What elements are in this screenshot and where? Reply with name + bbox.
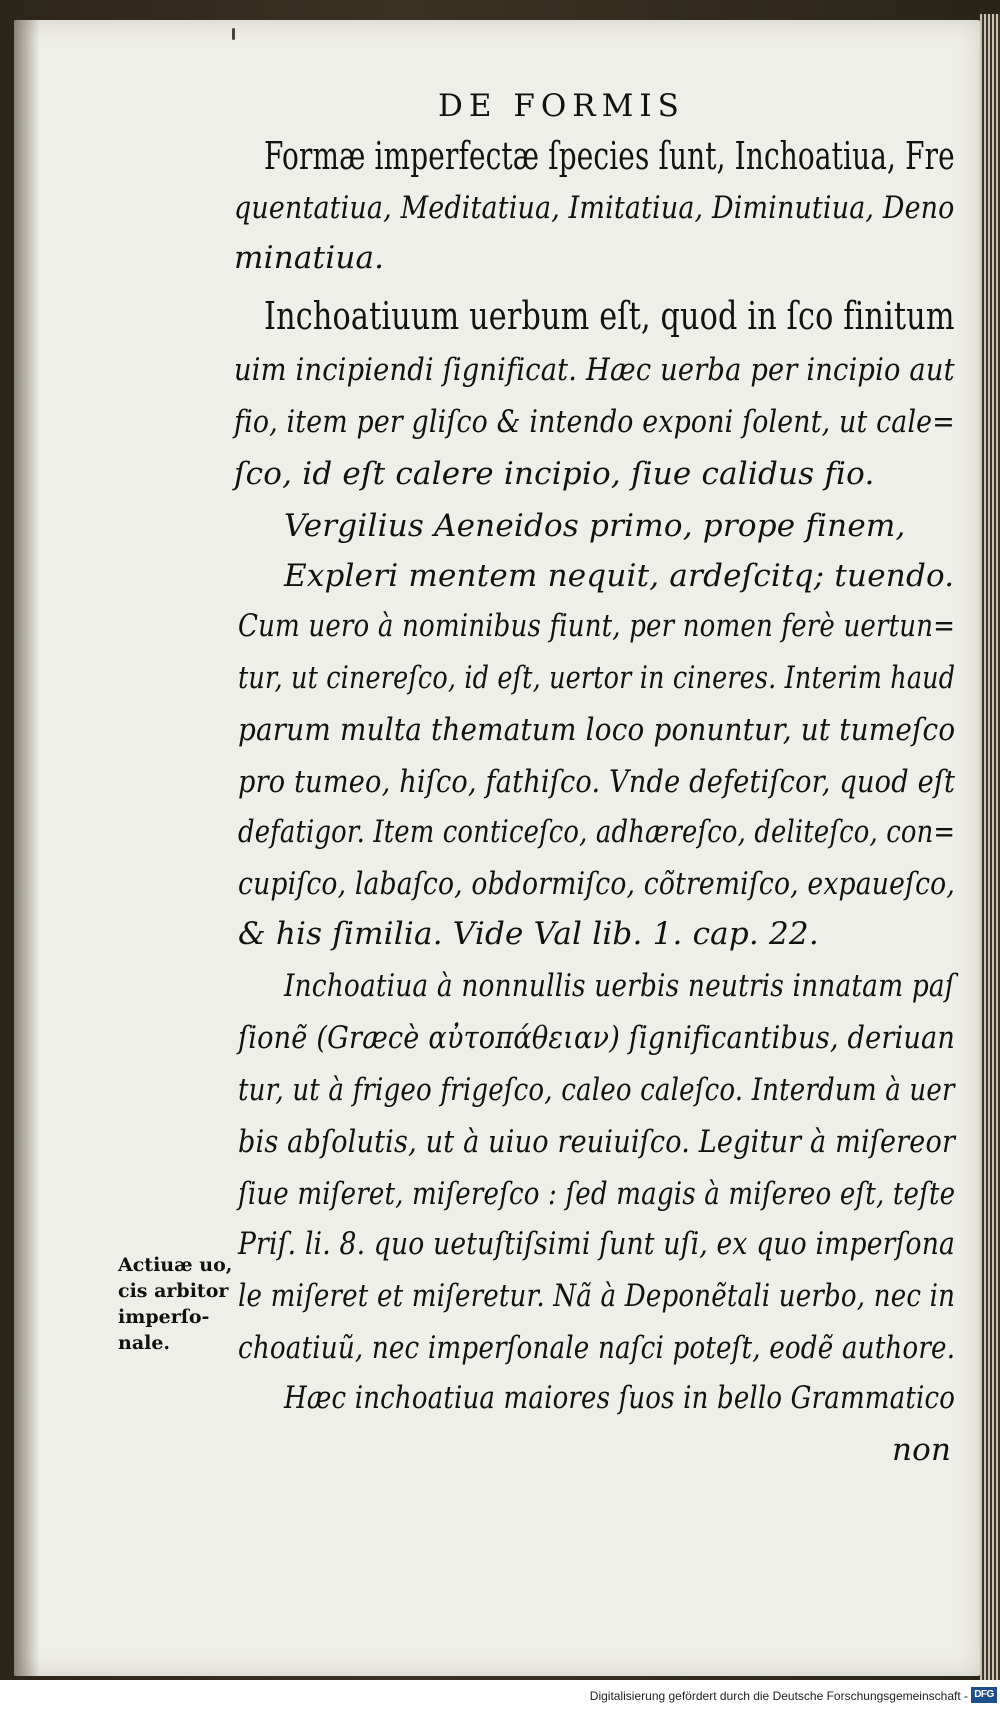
text-line: Vergilius Aeneidos primo, prope finem,: [284, 508, 906, 544]
marginal-note-line: Actiuæ uo,: [118, 1254, 233, 1276]
paper-blemish: [232, 28, 235, 40]
text-line: cupiſco, labaſco, obdormiſco, cõtremiſco, expaueſco,: [238, 866, 955, 902]
text-line: quentatiua, Meditatiua, Imitatiua, Diminutiua, Deno: [234, 190, 955, 226]
text-line: Inchoatiuum uerbum eſt, quod in ſco finitum: [264, 294, 955, 338]
text-line: tur, ut cinereſco, id eſt, uertor in cineres. Interim haud: [238, 660, 956, 696]
catchword: non: [892, 1432, 952, 1468]
text-line: defatigor. Item conticeſco, adhæreſco, deliteſco, con=: [238, 814, 956, 850]
page-gutter-shadow: [14, 20, 40, 1676]
text-line: Formæ imperfectæ ſpecies ſunt, Inchoatiua, Fre: [264, 134, 955, 178]
text-line: Inchoatiua à nonnullis uerbis neutris innatam paſ: [284, 968, 955, 1004]
text-line: pro tumeo, hiſco, fathiſco. Vnde defetiſcor, quod eſt: [238, 764, 956, 800]
text-line: Cum uero à nominibus fiunt, per nomen ferè uertun=: [238, 608, 956, 644]
marginal-note-line: imperſo-: [118, 1306, 210, 1328]
marginal-note-line: nale.: [118, 1332, 171, 1354]
dfg-logo: DFG: [971, 1687, 997, 1703]
text-line: tur, ut à frigeo frigeſco, caleo caleſco. Interdum à uer: [238, 1072, 955, 1108]
text-line: minatiua.: [234, 240, 385, 276]
book-edge: [980, 14, 1000, 1680]
running-header: DE FORMIS: [438, 88, 685, 124]
text-line: choatiuũ, nec imperſonale naſci poteſt, eodẽ authore.: [238, 1330, 956, 1366]
text-line: Priſ. li. 8. quo uetuſtiſsimi ſunt uſi, ex quo imperſona: [238, 1226, 956, 1262]
text-line: uim incipiendi ſignificat. Hæc uerba per incipio aut: [234, 352, 955, 388]
text-line: Expleri mentem nequit, ardeſcitq; tuendo.: [284, 558, 955, 594]
text-line: & his ſimilia. Vide Val lib. 1. cap. 22.: [238, 916, 819, 952]
text-line: ſiue miſeret, miſereſco : ſed magis à miſereo eſt, teſte: [238, 1176, 956, 1212]
text-line: le miſeret et miſeretur. Nã à Deponẽtali uerbo, nec in: [238, 1278, 956, 1314]
text-line: ſco, id eſt calere incipio, ſiue calidus fio.: [234, 456, 875, 492]
text-line: ſionẽ (Græcè αὐτοπάθειαν) ſignificantibus, deriuan: [238, 1020, 956, 1056]
text-line: bis abſolutis, ut à uiuo reuiuiſco. Legitur à miſereor: [238, 1124, 956, 1160]
text-line: Hæc inchoatiua maiores ſuos in bello Grammatico: [284, 1380, 956, 1416]
text-line: parum multa thematum loco ponuntur, ut tumeſco: [238, 712, 956, 748]
marginal-note-line: cis arbitor: [118, 1280, 229, 1302]
text-line: fio, item per gliſco & intendo exponi ſolent, ut cale=: [234, 404, 955, 440]
footer-credit: Digitalisierung gefördert durch die Deutsche Forschungsgemeinschaft -: [589, 1689, 968, 1703]
